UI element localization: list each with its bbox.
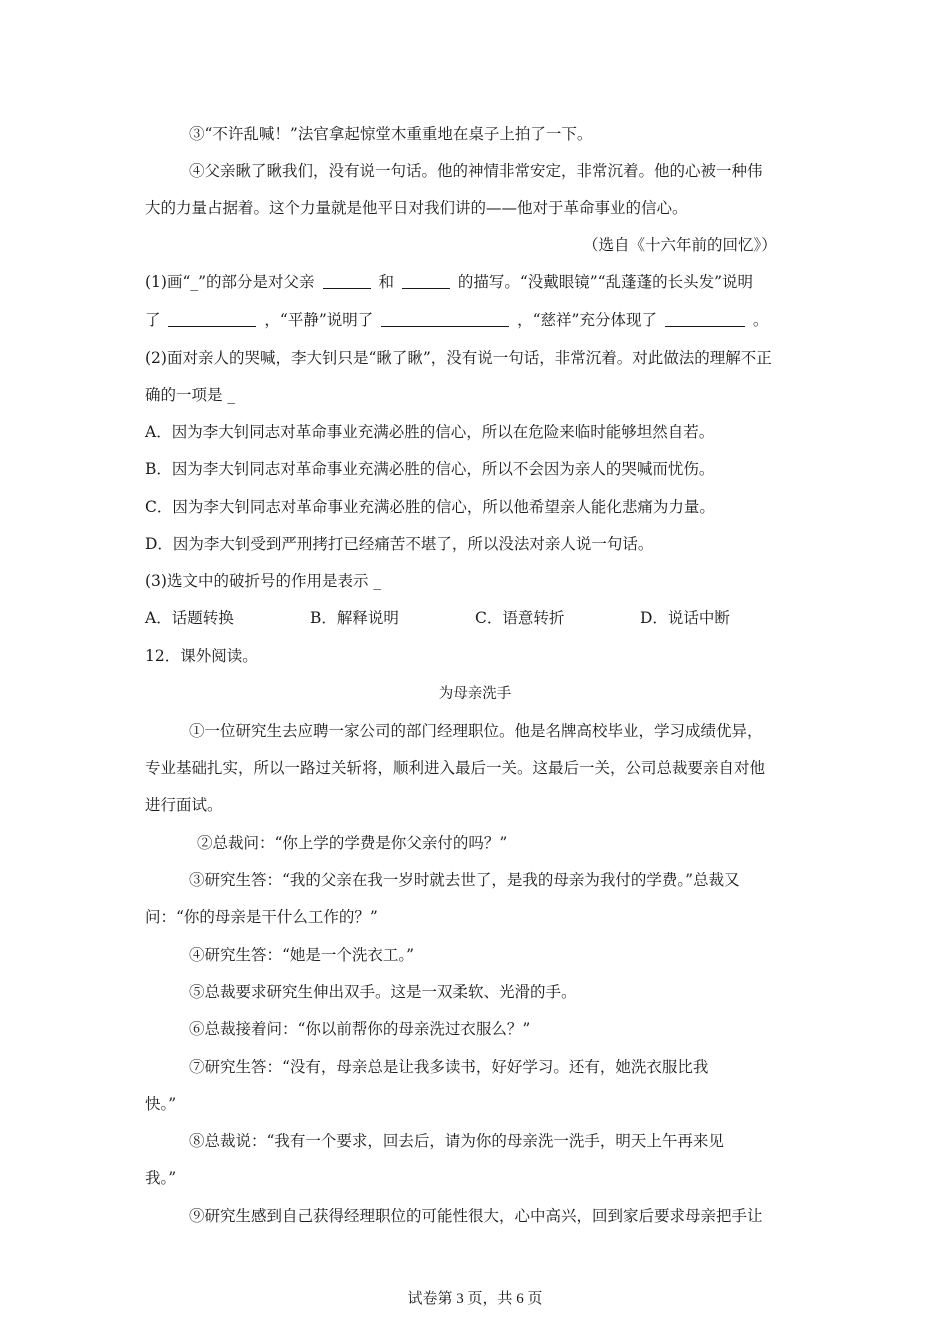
reading-paragraph-8-line2: 我。” [145,1169,177,1187]
question-1-text-c: 的描写。“没戴眼镜”“乱蓬蓬的长头发”说明 [457,273,754,291]
reading-paragraph-1-line2: 专业基础扎实，所以一路过关斩将，顺利进入最后一关。这最后一关，公司总裁要亲自对他 [145,759,766,777]
reading-paragraph-7-line1: ⑦研究生答：“没有，母亲总是让我多读书，好好学习。还有，她洗衣服比我 [189,1058,709,1076]
passage-paragraph-3: ③“不许乱喊！”法官拿起惊堂木重重地在桌子上拍了一下。 [189,125,593,143]
question-1-text-g: 。 [752,311,769,329]
reading-paragraph-6: ⑥总裁接着问：“你以前帮你的母亲洗过衣服么？” [189,1020,531,1038]
question-3-stem: (3)选文中的破折号的作用是表示 _ [145,572,382,590]
question-2-option-b[interactable]: B．因为李大钊同志对革命事业充满必胜的信心，所以不会因为亲人的哭喊而忧伤。 [145,460,715,478]
question-1-text-b: 和 [378,273,394,291]
question-1-line1 [145,271,753,293]
question-1-text-f: ，“慈祥”充分体现了 [517,311,657,329]
reading-paragraph-5: ⑤总裁要求研究生伸出双手。这是一双柔软、光滑的手。 [189,983,577,1001]
passage-paragraph-4-line2: 大的力量占据着。这个力量就是他平日对我们讲的——他对于革命事业的信心。 [145,199,688,217]
question-1-text-e: ，“平静”说明了 [264,311,374,329]
reading-paragraph-3-line2: 问：“你的母亲是干什么工作的？” [145,908,378,926]
reading-paragraph-9-line1: ⑨研究生感到自己获得经理职位的可能性很大，心中高兴，回到家后要求母亲把手让 [189,1207,763,1225]
answer-blank-3[interactable] [168,312,256,327]
answer-blank-5[interactable] [665,312,745,327]
reading-title: 为母亲洗手 [438,686,512,702]
question-2-option-a[interactable]: A．因为李大钊同志对革命事业充满必胜的信心，所以在危险来临时能够坦然自若。 [145,423,715,441]
passage-source: （选自《十六年前的回忆》） [583,236,777,254]
reading-paragraph-1-line1: ①一位研究生去应聘一家公司的部门经理职位。他是名牌高校毕业，学习成绩优异， [189,722,763,740]
question-12-heading: 12．课外阅读。 [145,647,258,665]
page-footer: 试卷第 3 页，共 6 页 [407,1291,543,1307]
question-1-line2 [145,309,768,331]
question-3-option-a[interactable]: A．话题转换 [145,609,234,627]
passage-paragraph-4-line1: ④父亲瞅了瞅我们，没有说一句话。他的神情非常安定，非常沉着。他的心被一种伟 [189,162,763,180]
reading-paragraph-4: ④研究生答：“她是一个洗衣工。” [189,946,415,964]
reading-paragraph-1-line3: 进行面试。 [145,796,223,814]
question-3-option-d[interactable]: D．说话中断 [640,609,730,627]
question-2-line2: 确的一项是 _ [145,386,236,404]
reading-paragraph-8-line1: ⑧总裁说：“我有一个要求，回去后，请为你的母亲洗一洗手，明天上午再来见 [189,1132,724,1150]
question-2-option-d[interactable]: D．因为李大钊受到严刑拷打已经痛苦不堪了，所以没法对亲人说一句话。 [145,535,654,553]
question-3-option-c[interactable]: C．语意转折 [475,609,565,627]
answer-blank-1[interactable] [323,274,371,289]
answer-blank-4[interactable] [381,312,509,327]
question-1-text-d: 了 [145,311,161,329]
answer-blank-2[interactable] [402,274,450,289]
reading-paragraph-3-line1: ③研究生答：“我的父亲在我一岁时就去世了，是我的母亲为我付的学费。”总裁又 [189,871,740,889]
reading-paragraph-2: ②总裁问：“你上学的学费是你父亲付的吗？” [197,834,508,852]
question-2-option-c[interactable]: C．因为李大钊同志对革命事业充满必胜的信心，所以他希望亲人能化悲痛为力量。 [145,498,715,516]
reading-paragraph-7-line2: 快。” [145,1095,177,1113]
question-2-line1: (2)面对亲人的哭喊，李大钊只是“瞅了瞅”，没有说一句话，非常沉着。对此做法的理解不正 [145,349,772,367]
question-1-text-a: (1)画“_”的部分是对父亲 [145,273,315,291]
question-3-option-b[interactable]: B．解释说明 [310,609,399,627]
